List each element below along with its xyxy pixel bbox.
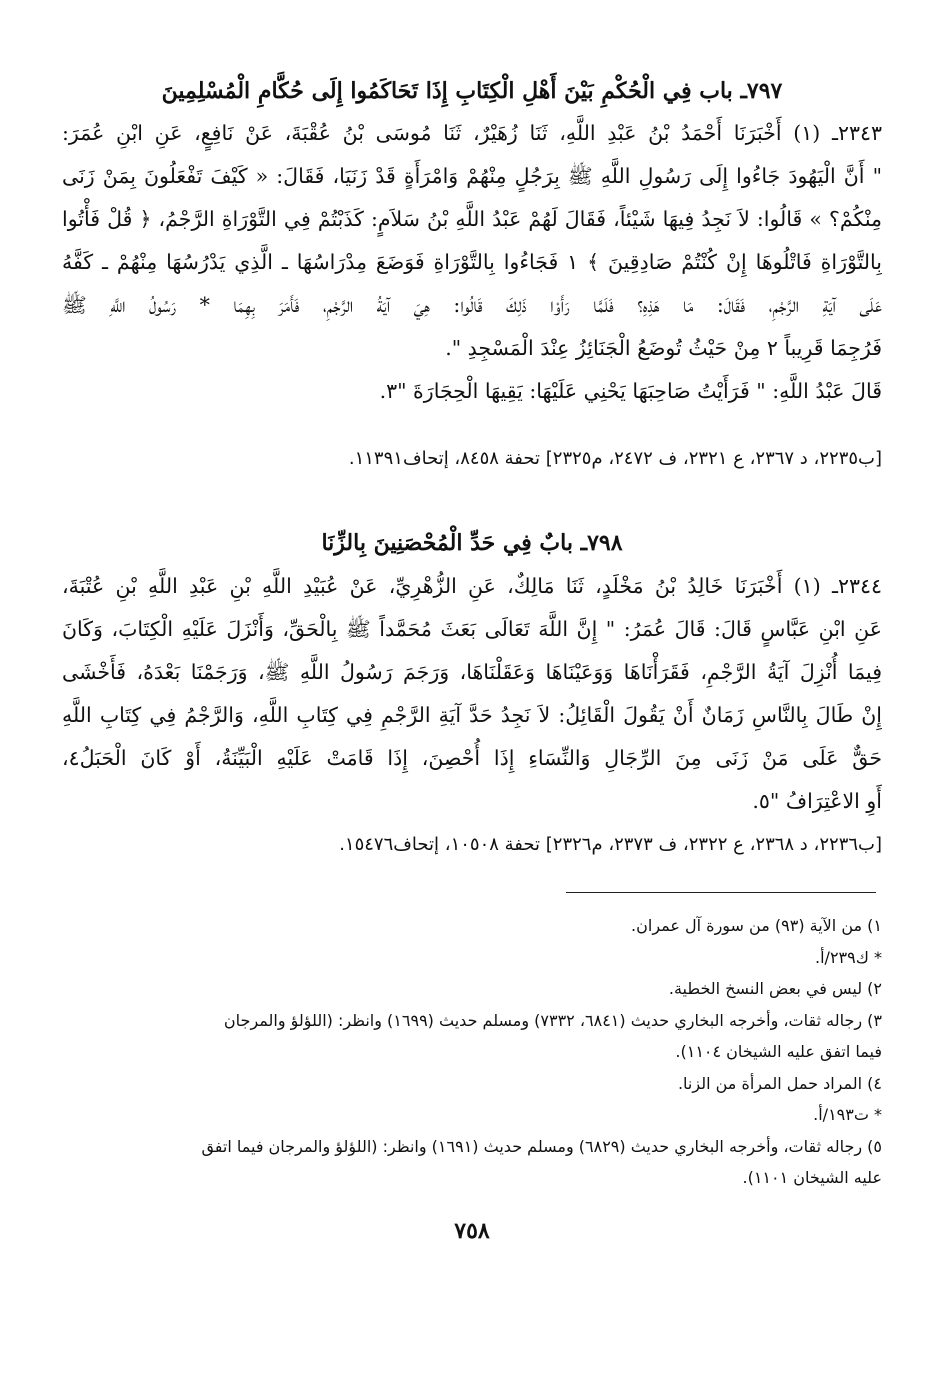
text-line: أَوِ الاعْتِرَافُ "٥. (752, 789, 882, 813)
hadith-2344-references: [ب٢٢٣٦، د ٢٣٦٨، ع ٢٣٢٢، ف ٢٣٧٣، م٢٣٢٦] تحفة ١٠٥٠٨، إتحاف١٥٤٧٦. (339, 834, 882, 855)
footnote: ٤) المراد حمل المرأة من الزنا. (677, 1073, 882, 1093)
text-line: مِنْكُمْ؟ » قَالُوا: لاَ نَجِدُ فِيهَا شَيْئاً، فَقَالَ لَهُمْ عَبْدُ اللَّهِ بْنُ سَلاَمٍ: كَذَبْتُمْ فِي التَّوْرَاةِ الرَّجْمُ، ﴿ قُلْ فَأْتُوا (62, 207, 882, 231)
chapter-798-heading: ٧٩٨ـ بابٌ فِي حَدِّ الْمُحْصَنِينَ بِالزِّنَا (321, 530, 623, 556)
footnote: عليه الشيخان ١١٠١). (742, 1168, 882, 1187)
footnote: ٣) رجاله ثقات، وأخرجه البخاري حديث (٦٨٤١، ٧٣٣٢) ومسلم حديث (١٦٩٩) وانظر: (اللؤلؤ والمرجان (223, 1010, 882, 1030)
footnote: * ت١٩٣/أ. (813, 1105, 882, 1124)
footnote: فيما اتفق عليه الشيخان ١١٠٤). (675, 1042, 882, 1061)
footnote-divider (566, 892, 876, 893)
text-line: إِنْ طَالَ بِالنَّاسِ زَمَانٌ أَنْ يَقُولَ الْقَائِلُ: لاَ نَجِدُ حَدَّ آيَةِ الرَّجْمِ فِي كِتَابِ اللَّهِ، وَالرَّجْمُ فِي كِتَابِ اللَّهِ (62, 703, 882, 727)
text-line: فَرُجِمَا قَرِيباً ٢ مِنْ حَيْثُ تُوضَعُ الْجَنَائِزُ عِنْدَ الْمَسْجِدِ ". (445, 336, 882, 360)
text-line: قَالَ عَبْدُ اللَّهِ: " فَرَأَيْتُ صَاحِبَهَا يَحْنِي عَلَيْهَا: يَقِيهَا الْحِجَارَةَ "٣. (379, 379, 882, 403)
text-line: عَلَى آيَةِ الرَّجْمِ، فَقَالَ: مَا هَذِهِ؟ فَلَمَّا رَأَوْا ذَلِكَ قَالُوا: هِيَ آيَةُ الرَّجْمِ، فَأَمَرَ بِهِمَا * رَسُولُ اللَّهِ ﷺ (62, 293, 882, 317)
page-number: ٧٥٨ (454, 1218, 490, 1244)
hadith-2344-text (62, 565, 882, 823)
text-line: فِيمَا أُنْزِلَ آيَةُ الرَّجْمِ، فَقَرَأْنَاهَا وَوَعَيْنَاهَا وَعَقَلْنَاهَا، وَرَجَمَ رَسُولُ اللَّهِ ﷺ، وَرَجَمْنَا بَعْدَهُ، فَأَخْشَى (62, 660, 882, 684)
text-line: ٢٣٤٣ـ (١) أَخْبَرَنَا أَحْمَدُ بْنُ عَبْدِ اللَّهِ، ثَنَا زُهَيْرٌ، ثَنَا مُوسَى بْنُ عُقْبَةَ، عَنْ نَافِعٍ، عَنِ ابْنِ عُمَرَ: (62, 121, 882, 145)
text-line: عَنِ ابْنِ عَبَّاسٍ قَالَ: قَالَ عُمَرُ: " إِنَّ اللَّهَ تَعَالَى بَعَثَ مُحَمَّداً ﷺ بِالْحَقِّ، وَأَنْزَلَ عَلَيْهِ الْكِتَابَ، وَكَانَ (62, 617, 882, 641)
text-line: حَقٌّ عَلَى مَنْ زَنَى مِنَ الرِّجَالِ وَالنِّسَاءِ إِذَا أُحْصِنَ، إِذَا قَامَتْ عَلَيْهِ الْبَيِّنَةُ، أَوْ كَانَ الْحَبَلُ٤، (62, 746, 882, 770)
footnote: ٢) ليس في بعض النسخ الخطية. (668, 979, 882, 998)
footnote: ٥) رجاله ثقات، وأخرجه البخاري حديث (٦٨٢٩) ومسلم حديث (١٦٩١) وانظر: (اللؤلؤ والمرجان فيما اتفق (201, 1136, 882, 1156)
hadith-2343-references: [ب٢٢٣٥، د ٢٣٦٧، ع ٢٣٢١، ف ٢٤٧٢، م٢٣٢٥] تحفة ٨٤٥٨، إتحاف١١٣٩١. (348, 448, 882, 469)
footnotes (62, 910, 882, 1194)
footnote: * ك٢٣٩/أ. (815, 947, 882, 967)
text-line: " أَنَّ الْيَهُودَ جَاءُوا إِلَى رَسُولِ اللَّهِ ﷺ بِرَجُلٍ مِنْهُمْ وَامْرَأَةٍ قَدْ زَنَيَا، فَقَالَ: « كَيْفَ تَفْعَلُونَ بِمَنْ زَنَى (62, 164, 882, 188)
hadith-2343-text (62, 112, 882, 413)
text-line: ٢٣٤٤ـ (١) أَخْبَرَنَا خَالِدُ بْنُ مَخْلَدٍ، ثَنَا مَالِكٌ، عَنِ الزُّهْرِيِّ، عَنْ عُبَيْدِ اللَّهِ بْنِ عَبْدِ اللَّهِ بْنِ عُتْبَةَ، (62, 574, 882, 598)
footnote: ١) من الآية (٩٣) من سورة آل عمران. (631, 916, 882, 935)
text-line: بِالتَّوْرَاةِ فَاتْلُوهَا إِنْ كُنْتُمْ صَادِقِينَ ﴾ ١ فَجَاءُوا بِالتَّوْرَاةِ فَوَضَعَ مِدْرَاسُهَا ـ الَّذِي يَدْرُسُهَا مِنْهُمْ ـ كَفَّهُ (62, 250, 882, 274)
chapter-797-heading: ٧٩٧ـ باب فِي الْحُكْمِ بَيْنَ أَهْلِ الْكِتَابِ إِذَا تَحَاكَمُوا إِلَى حُكَّامِ الْمُسْلِمِينَ (161, 78, 783, 104)
